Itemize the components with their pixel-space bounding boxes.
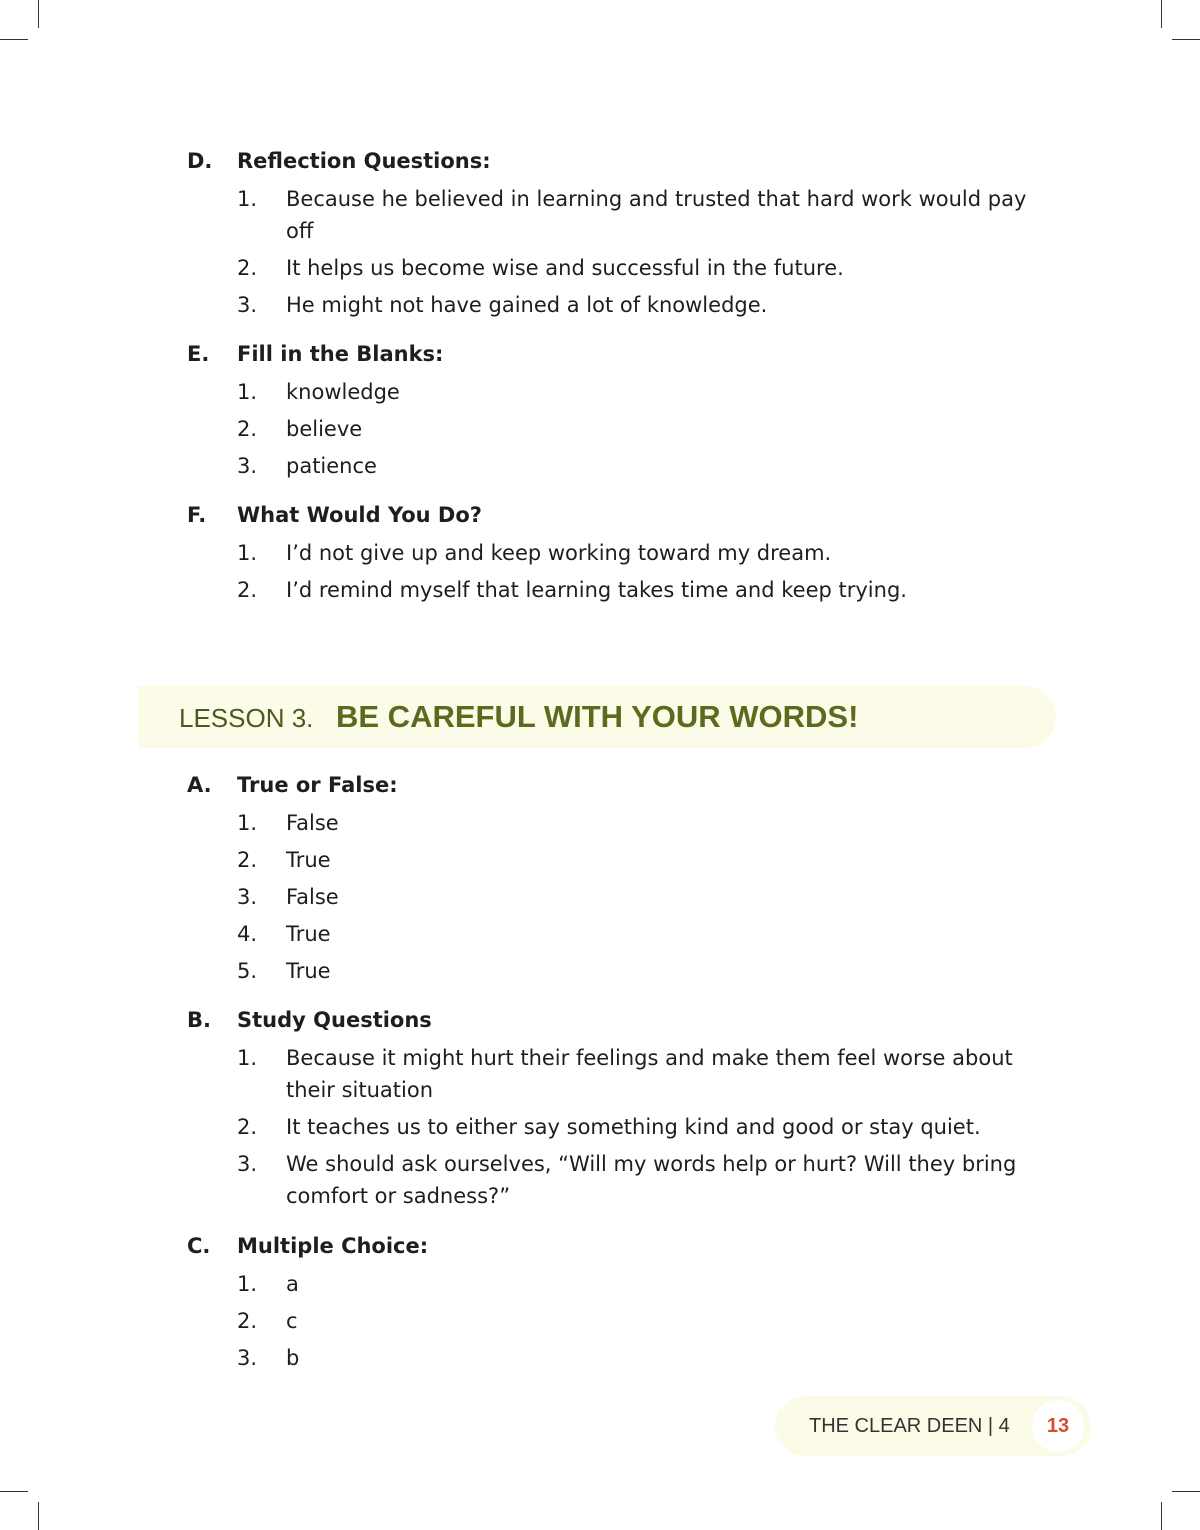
- item-text: True: [286, 848, 331, 872]
- item-text: True: [286, 959, 331, 983]
- item-number: 2.: [237, 848, 258, 872]
- section-fill-in-the-blanks: [187, 337, 1067, 482]
- item-text: a: [286, 1272, 299, 1296]
- item-text: We should ask ourselves, “Will my words help or hurt? Will they bring comfort or sadness?”: [286, 1152, 1017, 1208]
- list-item: [187, 413, 1067, 445]
- item-text: I’d not give up and keep working toward my dream.: [286, 541, 832, 565]
- item-number: 5.: [237, 959, 258, 983]
- item-text: believe: [286, 417, 363, 441]
- item-number: 2.: [237, 256, 258, 280]
- item-text: c: [286, 1309, 298, 1333]
- section-title: True or False:: [237, 773, 398, 797]
- list-item: [187, 1042, 1067, 1106]
- item-number: 1.: [237, 380, 258, 404]
- list-item: [187, 1342, 1067, 1374]
- item-number: 2.: [237, 1309, 258, 1333]
- list-item: [187, 289, 1067, 321]
- crop-mark: [1172, 39, 1200, 40]
- item-text: It teaches us to either say something kind and good or stay quiet.: [286, 1115, 981, 1139]
- item-text: b: [286, 1346, 300, 1370]
- item-text: True: [286, 922, 331, 946]
- book-title: THE CLEAR DEEN | 4: [809, 1415, 1010, 1437]
- list-item: [187, 450, 1067, 482]
- item-number: 1.: [237, 541, 258, 565]
- list-item: [187, 918, 1067, 950]
- list-item: [187, 881, 1067, 913]
- section-letter: D.: [187, 149, 213, 173]
- list-item: [187, 537, 1067, 569]
- item-number: 3.: [237, 293, 258, 317]
- item-text: False: [286, 885, 339, 909]
- crop-mark: [1172, 1491, 1200, 1492]
- item-text: knowledge: [286, 380, 400, 404]
- list-item: [187, 252, 1067, 284]
- section-title: Fill in the Blanks:: [237, 342, 444, 366]
- item-number: 1.: [237, 1046, 258, 1070]
- item-text: He might not have gained a lot of knowledge.: [286, 293, 768, 317]
- list-item: [187, 844, 1067, 876]
- item-number: 3.: [237, 885, 258, 909]
- section-heading: [187, 337, 1067, 371]
- section-heading: [187, 1003, 1067, 1037]
- item-number: 2.: [237, 1115, 258, 1139]
- section-heading: [187, 1229, 1067, 1263]
- list-item: [187, 807, 1067, 839]
- item-number: 2.: [237, 417, 258, 441]
- crop-mark: [38, 1502, 39, 1530]
- list-item: [187, 955, 1067, 987]
- lesson-label: LESSON 3.: [179, 703, 314, 733]
- section-title: Study Questions: [237, 1008, 432, 1032]
- section-title: Reflection Questions:: [237, 149, 491, 173]
- item-number: 3.: [237, 1152, 258, 1176]
- item-text: patience: [286, 454, 377, 478]
- crop-mark: [0, 1491, 28, 1492]
- section-letter: E.: [187, 342, 210, 366]
- section-title: What Would You Do?: [237, 503, 482, 527]
- item-number: 3.: [237, 1346, 258, 1370]
- list-item: [187, 1148, 1067, 1212]
- item-number: 1.: [237, 811, 258, 835]
- section-heading: [187, 144, 1067, 178]
- item-number: 1.: [237, 1272, 258, 1296]
- section-letter: C.: [187, 1234, 211, 1258]
- section-true-or-false: [187, 768, 1067, 987]
- item-text: Because it might hurt their feelings and make them feel worse about their situation: [286, 1046, 1013, 1102]
- crop-mark: [0, 39, 28, 40]
- item-text: It helps us become wise and successful in the future.: [286, 256, 844, 280]
- lesson-banner: [138, 686, 1056, 748]
- section-title: Multiple Choice:: [237, 1234, 429, 1258]
- crop-mark: [1161, 1502, 1162, 1530]
- section-letter: B.: [187, 1008, 211, 1032]
- item-text: I’d remind myself that learning takes time and keep trying.: [286, 578, 907, 602]
- list-item: [187, 574, 1067, 606]
- list-item: [187, 1305, 1067, 1337]
- list-item: [187, 1111, 1067, 1143]
- section-heading: [187, 768, 1067, 802]
- crop-mark: [38, 0, 39, 28]
- item-number: 4.: [237, 922, 258, 946]
- item-text: Because he believed in learning and trusted that hard work would pay off: [286, 187, 1027, 243]
- item-number: 1.: [237, 187, 258, 211]
- item-number: 2.: [237, 578, 258, 602]
- section-letter: F.: [187, 503, 207, 527]
- item-text: False: [286, 811, 339, 835]
- crop-mark: [1161, 0, 1162, 28]
- page-footer: [775, 1396, 1091, 1456]
- list-item: [187, 376, 1067, 408]
- section-reflection-questions: [187, 144, 1067, 321]
- section-letter: A.: [187, 773, 212, 797]
- section-study-questions: [187, 1003, 1067, 1212]
- section-what-would-you-do: [187, 498, 1067, 606]
- section-multiple-choice: [187, 1229, 1067, 1374]
- page-number: 13: [1032, 1400, 1084, 1452]
- item-number: 3.: [237, 454, 258, 478]
- lesson-title: BE CAREFUL WITH YOUR WORDS!: [336, 699, 859, 734]
- section-heading: [187, 498, 1067, 532]
- list-item: [187, 1268, 1067, 1300]
- list-item: [187, 183, 1067, 247]
